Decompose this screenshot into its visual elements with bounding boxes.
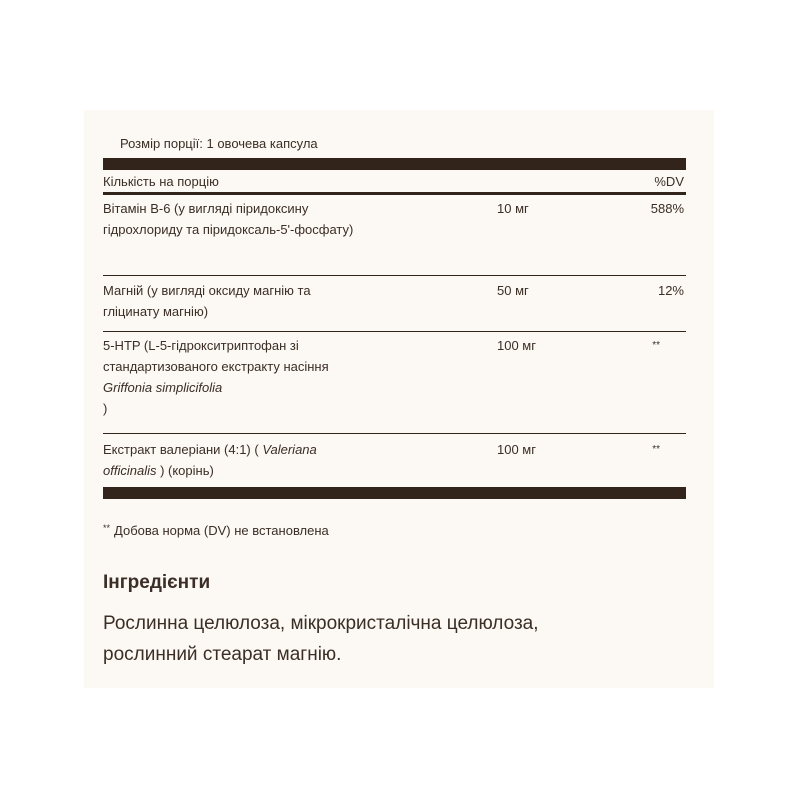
table-row	[103, 332, 686, 433]
table-row	[103, 195, 686, 275]
dv-label: %DV	[654, 174, 684, 189]
nutrient-name: Екстракт валеріани (4:1) ( Valeriana officinalis ) (корінь)	[103, 442, 317, 478]
top-divider	[103, 158, 686, 170]
nutrient-dv: **	[652, 340, 660, 351]
table-row	[103, 434, 686, 487]
bottom-divider	[103, 487, 686, 499]
nutrient-name: Магній (у вигляді оксиду магнію та гліцинату магнію)	[103, 283, 311, 319]
supplement-facts-table	[103, 158, 686, 499]
serving-size: Розмір порції: 1 овочева капсула	[120, 136, 318, 151]
dv-footnote: ** Добова норма (DV) не встановлена	[103, 523, 329, 538]
nutrient-amount: 100 мг	[497, 442, 536, 457]
table-row	[103, 276, 686, 331]
footnote-marker: **	[103, 523, 111, 533]
nutrient-amount: 100 мг	[497, 338, 536, 353]
nutrient-name: 5-HTP (L-5-гідрокситриптофан зі стандартизованого екстракту насіння Griffonia simplicifolia )	[103, 338, 329, 416]
nutrient-dv: **	[652, 444, 660, 455]
nutrient-dv: 12%	[657, 283, 684, 298]
amount-per-serving-label: Кількість на порцію	[103, 174, 219, 189]
ingredients-text: Рослинна целюлоза, мікрокристалічна целюлоза, рослинний стеарат магнію.	[103, 613, 539, 665]
table-header	[103, 170, 686, 192]
nutrient-amount: 10 мг	[497, 201, 529, 216]
nutrient-name: Вітамін B-6 (у вигляді піридоксину гідрохлориду та піридоксаль-5'-фосфату)	[103, 201, 354, 237]
nutrient-amount: 50 мг	[497, 283, 529, 298]
nutrient-dv: 588%	[650, 201, 684, 216]
ingredients-title: Інгредієнти	[103, 572, 211, 593]
